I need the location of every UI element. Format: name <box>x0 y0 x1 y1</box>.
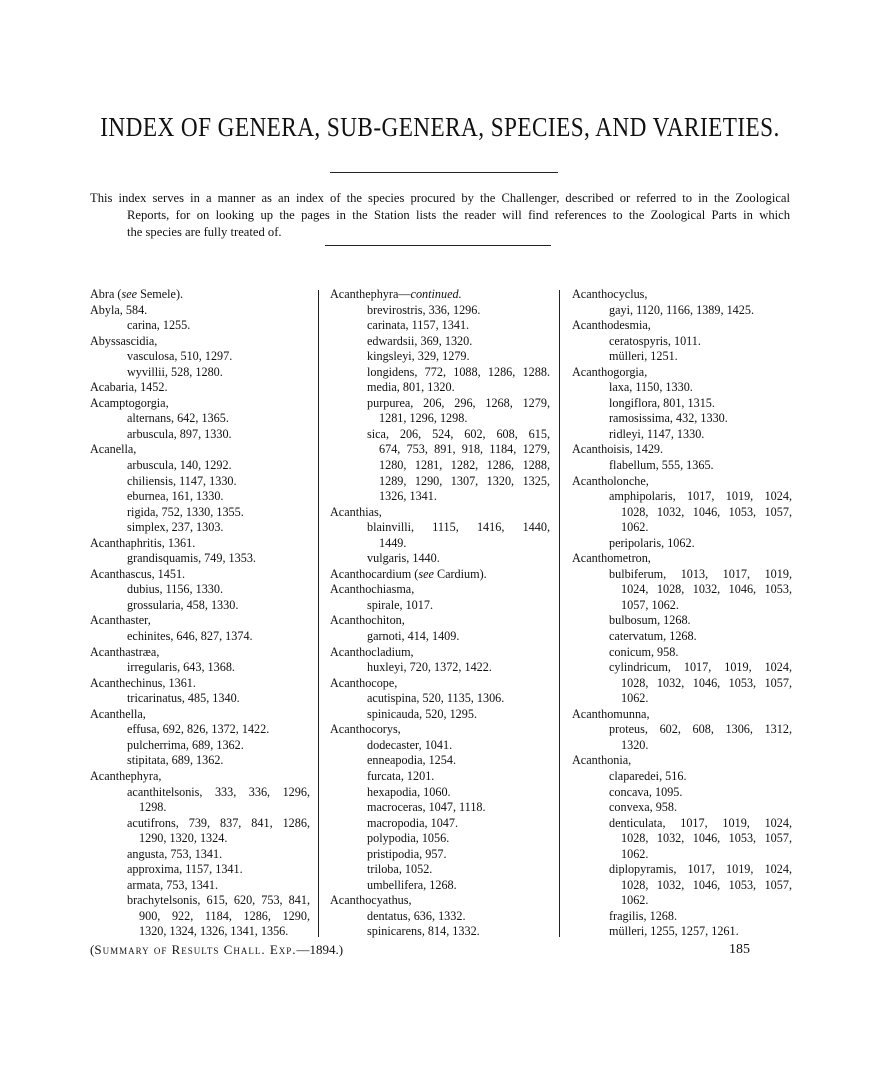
entry-text: dodecaster, 1041. <box>367 737 453 752</box>
entry-text: media, 801, 1320. <box>367 380 455 395</box>
entry-text: 1062. <box>621 846 649 861</box>
index-entry-species <box>90 489 310 505</box>
entry-text: dubius, 1156, 1330. <box>127 582 224 597</box>
index-entry-species <box>90 474 310 490</box>
entry-text-rest: Cardium). <box>433 566 487 581</box>
index-entry-species <box>90 800 310 816</box>
entry-text: irregularis, 643, 1368. <box>127 660 235 675</box>
entry-text: 1280, 1281, 1282, 1286, 1288, <box>379 458 550 473</box>
entry-text: triloba, 1052. <box>367 862 433 877</box>
index-entry-genus <box>90 380 310 396</box>
intro-line: Reports, for on looking up the pages in the Station lists the reader will find references to the Zoological Parts in which <box>127 208 790 222</box>
entry-text: Acanthocyclus, <box>572 287 648 301</box>
index-entry-species <box>330 442 550 458</box>
intro-line: This index serves in a manner as an index of the species procured by the Challenger, described or referred to in the Zoological <box>90 191 790 205</box>
entry-text: Acanthomunna, <box>572 706 650 721</box>
index-entry-species <box>330 816 550 832</box>
entry-text: effusa, 692, 826, 1372, 1422. <box>127 722 270 737</box>
entry-text: flabellum, 555, 1365. <box>609 458 714 473</box>
index-entry-genus <box>330 893 550 909</box>
entry-text: bulbiferum, 1013, 1017, 1019, <box>609 566 792 581</box>
entry-text: 1290, 1320, 1324. <box>139 831 228 846</box>
index-entry-genus <box>330 676 550 692</box>
entry-text: Acanthastræa, <box>90 644 160 659</box>
entry-text: huxleyi, 720, 1372, 1422. <box>367 660 492 675</box>
index-entry-genus <box>572 287 792 303</box>
index-entry-genus <box>90 707 310 723</box>
entry-text: acanthitelsonis, 333, 336, 1296, <box>127 784 310 799</box>
entry-text: eburnea, 161, 1330. <box>127 489 224 504</box>
index-entry-species <box>572 660 792 676</box>
entry-text: sica, 206, 524, 602, 608, 615, <box>367 426 550 441</box>
entry-text: vasculosa, 510, 1297. <box>127 349 233 364</box>
page-number: 185 <box>729 942 750 957</box>
index-entry-species <box>572 862 792 878</box>
entry-text: concava, 1095. <box>609 784 683 799</box>
index-entry-species <box>90 582 310 598</box>
entry-text: 1062. <box>621 691 649 706</box>
entry-text: echinites, 646, 827, 1374. <box>127 629 253 644</box>
entry-text: proteus, 602, 608, 1306, 1312, <box>609 722 792 737</box>
entry-text: fragilis, 1268. <box>609 908 678 923</box>
index-entry-species <box>90 816 310 832</box>
entry-text: 1062. <box>621 893 649 908</box>
entry-text: brevirostris, 336, 1296. <box>367 302 481 317</box>
entry-text: grandisquamis, 749, 1353. <box>127 551 256 566</box>
entry-text: arbuscula, 140, 1292. <box>127 458 232 473</box>
entry-text: grossularia, 458, 1330. <box>127 597 239 612</box>
index-entry-species <box>572 893 792 909</box>
entry-text: Acanthometron, <box>572 551 651 566</box>
index-column-1 <box>90 287 310 940</box>
index-entry-species <box>572 536 792 552</box>
entry-text: Acanthaster, <box>90 613 151 628</box>
index-entry-species <box>90 831 310 847</box>
entry-text: brachytelsonis, 615, 620, 753, 841, <box>127 893 310 908</box>
index-entry-genus <box>572 318 792 334</box>
entry-text: ramosissima, 432, 1330. <box>609 411 728 426</box>
index-entry-species <box>330 707 550 723</box>
index-entry-species <box>572 505 792 521</box>
index-entry-species <box>572 613 792 629</box>
page-footer <box>90 942 750 958</box>
index-entry-species <box>330 520 550 536</box>
index-entry-species <box>330 629 550 645</box>
entry-text: tricarinatus, 485, 1340. <box>127 691 240 706</box>
index-entry-species <box>90 505 310 521</box>
index-entry-species <box>572 878 792 894</box>
entry-text: edwardsii, 369, 1320. <box>367 333 473 348</box>
index-entry-species <box>572 427 792 443</box>
index-entry-species <box>330 396 550 412</box>
index-entry-species <box>90 598 310 614</box>
index-entry-genus <box>90 676 310 692</box>
index-entry-genus <box>572 551 792 567</box>
entry-text: 1028, 1032, 1046, 1053, 1057, <box>621 504 792 519</box>
index-entry-species <box>90 318 310 334</box>
index-entry-species <box>330 318 550 334</box>
index-entry-species <box>572 924 792 940</box>
footer-open-paren: ( <box>90 942 95 957</box>
entry-text: 1028, 1032, 1046, 1053, 1057, <box>621 877 792 892</box>
index-entry-genus <box>330 722 550 738</box>
index-entry-genus <box>572 707 792 723</box>
index-entry-species <box>330 489 550 505</box>
entry-text: acutifrons, 739, 837, 841, 1286, <box>127 815 310 830</box>
index-entry-species <box>572 722 792 738</box>
entry-text: 1057, 1062. <box>621 597 679 612</box>
index-entry-species <box>90 722 310 738</box>
index-entry-genus <box>572 474 792 490</box>
index-entry-species <box>572 629 792 645</box>
entry-text: macropodia, 1047. <box>367 815 459 830</box>
entry-text: bulbosum, 1268. <box>609 613 691 628</box>
index-entry-species <box>330 924 550 940</box>
entry-text: Acanthocardium ( <box>330 566 419 581</box>
index-entry-species <box>90 785 310 801</box>
entry-text: 1298. <box>139 800 167 815</box>
index-entry-genus <box>90 567 310 583</box>
entry-text: cylindricum, 1017, 1019, 1024, <box>609 660 792 675</box>
entry-text: ceratospyris, 1011. <box>609 333 701 348</box>
index-entry-species <box>330 878 550 894</box>
entry-text: Acanthoisis, 1429. <box>572 442 664 457</box>
entry-text: Acanthascus, 1451. <box>90 566 186 581</box>
entry-text: pristipodia, 957. <box>367 846 447 861</box>
index-entry-species <box>330 800 550 816</box>
index-entry-species <box>572 691 792 707</box>
index-entry-species <box>330 660 550 676</box>
index-entry-species <box>330 909 550 925</box>
entry-text: Acanthocorys, <box>330 722 401 737</box>
index-entry-species <box>330 427 550 443</box>
index-entry-species <box>572 582 792 598</box>
footer-year: —1894.) <box>296 942 344 957</box>
index-entry-species <box>572 380 792 396</box>
index-entry-species <box>572 567 792 583</box>
index-entry-genus <box>90 303 310 319</box>
intro-rule <box>325 245 551 246</box>
index-entry-genus <box>330 582 550 598</box>
index-entry-species <box>90 753 310 769</box>
entry-text: arbuscula, 897, 1330. <box>127 426 232 441</box>
index-entry-species <box>572 676 792 692</box>
entry-text: Acanthocyathus, <box>330 893 412 908</box>
entry-text: vulgaris, 1440. <box>367 551 440 566</box>
entry-text: denticulata, 1017, 1019, 1024, <box>609 815 792 830</box>
entry-text: Acanthias, <box>330 504 382 519</box>
index-entry-species <box>330 365 550 381</box>
index-entry-species <box>330 380 550 396</box>
entry-text: macroceras, 1047, 1118. <box>367 800 486 815</box>
index-entry-species <box>572 334 792 350</box>
entry-italic-text: see <box>121 287 138 301</box>
index-entry-species <box>90 862 310 878</box>
index-entry-species <box>90 411 310 427</box>
entry-text: Acanthechinus, 1361. <box>90 675 196 690</box>
index-entry-species <box>572 909 792 925</box>
index-entry-genus <box>90 613 310 629</box>
entry-text: blainvilli, 1115, 1416, 1440, <box>367 520 550 535</box>
entry-text: enneapodia, 1254. <box>367 753 457 768</box>
index-entry-genus <box>90 645 310 661</box>
entry-text: Acantholonche, <box>572 473 649 488</box>
entry-text: Acanthocladium, <box>330 644 414 659</box>
index-entry-species <box>330 458 550 474</box>
index-entry-species <box>330 474 550 490</box>
index-entry-species <box>572 785 792 801</box>
index-entry-species <box>330 862 550 878</box>
entry-text: acutispina, 520, 1135, 1306. <box>367 691 505 706</box>
entry-text: Acanthochiasma, <box>330 582 415 597</box>
entry-text: rigida, 752, 1330, 1355. <box>127 504 244 519</box>
index-entry-species <box>330 349 550 365</box>
entry-text: polypodia, 1056. <box>367 831 450 846</box>
entry-text: spinicauda, 520, 1295. <box>367 706 478 721</box>
entry-text: Acanthochiton, <box>330 613 405 628</box>
index-column-2 <box>330 287 550 940</box>
entry-text: simplex, 237, 1303. <box>127 520 224 535</box>
entry-text: armata, 753, 1341. <box>127 877 219 892</box>
entry-text: conicum, 958. <box>609 644 679 659</box>
entry-text: longidens, 772, 1088, 1286, 1288. <box>367 364 550 379</box>
entry-text: pulcherrima, 689, 1362. <box>127 737 244 752</box>
entry-text: Acanthephyra— <box>330 287 411 301</box>
index-entry-species <box>90 520 310 536</box>
entry-text: Acanthonia, <box>572 753 632 768</box>
index-entry-genus <box>330 645 550 661</box>
index-entry-species <box>90 458 310 474</box>
entry-text: purpurea, 206, 296, 1268, 1279, <box>367 395 550 410</box>
index-entry-genus <box>572 753 792 769</box>
column-divider <box>318 290 319 937</box>
entry-italic-text: continued. <box>410 287 462 301</box>
index-entry-species <box>90 738 310 754</box>
index-entry-species <box>90 629 310 645</box>
entry-text: 1028, 1032, 1046, 1053, 1057, <box>621 675 792 690</box>
index-entry-genus <box>90 536 310 552</box>
entry-text: dentatus, 636, 1332. <box>367 908 466 923</box>
entry-text: Acanthodesmia, <box>572 318 651 333</box>
entry-text: Abra ( <box>90 287 122 301</box>
index-entry-genus <box>330 613 550 629</box>
entry-text: carina, 1255. <box>127 318 191 333</box>
entry-text: Acanthocope, <box>330 675 398 690</box>
index-entry-genus <box>572 442 792 458</box>
index-entry-species <box>572 396 792 412</box>
index-entry-species <box>90 924 310 940</box>
index-entry-species <box>572 738 792 754</box>
entry-text: Acamptogorgia, <box>90 395 169 410</box>
index-entry-species <box>330 303 550 319</box>
index-entry-species <box>330 551 550 567</box>
entry-text: carinata, 1157, 1341. <box>367 318 470 333</box>
index-entry-genus <box>90 769 310 785</box>
entry-text: Acanthogorgia, <box>572 364 648 379</box>
entry-text: 1028, 1032, 1046, 1053, 1057, <box>621 831 792 846</box>
entry-text: Acanthaphritis, 1361. <box>90 535 196 550</box>
index-entry-species <box>572 769 792 785</box>
index-entry-species <box>330 334 550 350</box>
entry-text: angusta, 753, 1341. <box>127 846 223 861</box>
entry-text: approxima, 1157, 1341. <box>127 862 243 877</box>
index-entry-species <box>572 458 792 474</box>
index-entry-species <box>572 303 792 319</box>
entry-text: Acanella, <box>90 442 137 457</box>
index-entry-genus <box>90 396 310 412</box>
entry-text: chiliensis, 1147, 1330. <box>127 473 237 488</box>
index-entry-species <box>90 878 310 894</box>
index-entry-species <box>572 598 792 614</box>
entry-text: 674, 753, 891, 918, 1184, 1279, <box>379 442 550 457</box>
entry-italic-text: see <box>418 566 434 581</box>
intro-line: the species are fully treated of. <box>127 225 282 239</box>
entry-text: kingsleyi, 329, 1279. <box>367 349 470 364</box>
index-entry-species <box>330 598 550 614</box>
entry-text: mülleri, 1251. <box>609 349 678 364</box>
entry-text: alternans, 642, 1365. <box>127 411 229 426</box>
entry-text: amphipolaris, 1017, 1019, 1024, <box>609 489 792 504</box>
index-entry-species <box>572 816 792 832</box>
index-entry-genus <box>572 365 792 381</box>
index-entry-genus <box>330 567 550 583</box>
index-entry-species <box>572 847 792 863</box>
entry-text: laxa, 1150, 1330. <box>609 380 693 395</box>
entry-text: 1320, 1324, 1326, 1341, 1356. <box>139 924 289 939</box>
index-entry-species <box>572 411 792 427</box>
index-entry-species <box>572 520 792 536</box>
entry-text: convexa, 958. <box>609 800 678 815</box>
index-entry-species <box>90 909 310 925</box>
entry-text: 1062. <box>621 520 649 535</box>
entry-text: claparedei, 516. <box>609 768 687 783</box>
index-entry-species <box>572 489 792 505</box>
index-entry-species <box>90 349 310 365</box>
index-entry-species <box>572 831 792 847</box>
index-entry-species <box>330 847 550 863</box>
entry-text: Acanthella, <box>90 706 146 721</box>
index-entry-species <box>90 893 310 909</box>
entry-text: garnoti, 414, 1409. <box>367 629 460 644</box>
entry-text: 1289, 1290, 1307, 1320, 1325, <box>379 473 550 488</box>
entry-text: furcata, 1201. <box>367 768 435 783</box>
index-entry-species <box>572 645 792 661</box>
index-entry-species <box>90 660 310 676</box>
entry-text: spinicarens, 814, 1332. <box>367 924 480 939</box>
index-entry-genus <box>90 334 310 350</box>
index-entry-species <box>330 753 550 769</box>
entry-text: spirale, 1017. <box>367 597 434 612</box>
index-entry-species <box>90 365 310 381</box>
entry-text: Acanthephyra, <box>90 768 162 783</box>
entry-text: longiflora, 801, 1315. <box>609 395 715 410</box>
entry-text: umbellifera, 1268. <box>367 877 457 892</box>
entry-text: 1281, 1296, 1298. <box>379 411 468 426</box>
entry-text: Abyssascidia, <box>90 333 158 348</box>
entry-text: Acabaria, 1452. <box>90 380 168 395</box>
entry-text: mülleri, 1255, 1257, 1261. <box>609 924 739 939</box>
index-entry-species <box>330 785 550 801</box>
entry-text: diplopyramis, 1017, 1019, 1024, <box>609 862 792 877</box>
index-entry-species <box>330 738 550 754</box>
entry-text: 900, 922, 1184, 1286, 1290, <box>139 908 310 923</box>
index-entry-species <box>572 800 792 816</box>
footer-summary: Summary of Results Chall. Exp. <box>94 942 297 957</box>
index-entry-species <box>330 769 550 785</box>
index-entry-genus <box>90 442 310 458</box>
index-entry-species <box>330 691 550 707</box>
entry-text: Abyla, 584. <box>90 302 148 317</box>
index-entry-species <box>572 349 792 365</box>
index-entry-species <box>90 847 310 863</box>
entry-text: hexapodia, 1060. <box>367 784 451 799</box>
entry-text: gayi, 1120, 1166, 1389, 1425. <box>609 302 754 317</box>
title-rule <box>330 172 558 173</box>
entry-text-rest: Semele). <box>137 287 184 301</box>
entry-text: ridleyi, 1147, 1330. <box>609 426 705 441</box>
entry-text: 1320. <box>621 737 649 752</box>
index-entry-genus <box>330 505 550 521</box>
index-entry-species <box>90 427 310 443</box>
index-entry-species <box>90 691 310 707</box>
page-title: INDEX OF GENERA, SUB-GENERA, SPECIES, AND VARIETIES. <box>100 112 780 142</box>
intro-paragraph <box>90 190 790 241</box>
index-entry-species <box>330 831 550 847</box>
entry-text: 1326, 1341. <box>379 489 437 504</box>
entry-text: 1449. <box>379 535 407 550</box>
index-entry-genus <box>90 287 310 303</box>
index-entry-species <box>330 536 550 552</box>
entry-text: 1024, 1028, 1032, 1046, 1053, <box>621 582 792 597</box>
entry-text: wyvillii, 528, 1280. <box>127 364 223 379</box>
index-entry-species <box>90 551 310 567</box>
entry-text: stipitata, 689, 1362. <box>127 753 224 768</box>
column-divider <box>559 290 560 937</box>
index-entry-genus <box>330 287 550 303</box>
index-entry-species <box>330 411 550 427</box>
index-column-3 <box>572 287 792 940</box>
entry-text: peripolaris, 1062. <box>609 535 695 550</box>
entry-text: catervatum, 1268. <box>609 629 697 644</box>
